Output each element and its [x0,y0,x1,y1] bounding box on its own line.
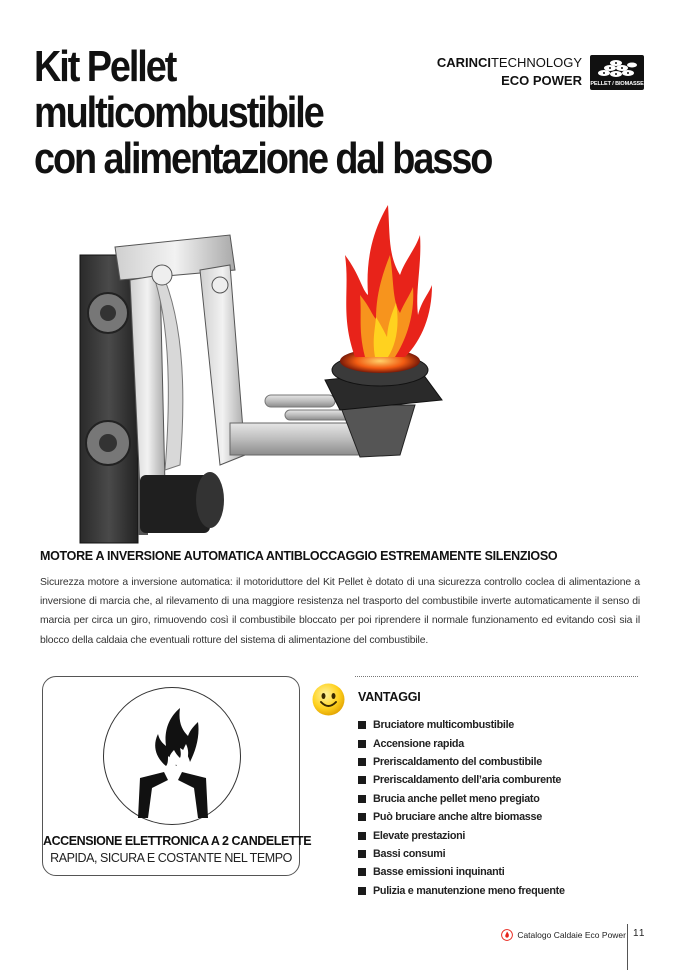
carinci-flame-logo-icon [501,929,513,941]
footer-catalog [501,929,626,941]
feature-title: ACCENSIONE ELETTRONICA A 2 CANDELETTE [43,834,312,848]
list-item-label: Bruciatore multicombustibile [373,719,514,732]
description-paragraph: Sicurezza motore a inversione automatica: il motoriduttore del Kit Pellet è dotato di una sicurezza controllo coclea di alimentazione a inversione di marcia che, al rilevamento di una maggiore resistenza nel trasporto del combustibile inverte automaticamente il senso di marcia per circa un giro, rimuovendo così il combustibile bloccato per poi riprendere il normale funzionamento ed evitando così sia il blocco della caldaia che eventuali rotture del sistema di alimentazione del combustibile. [40,577,640,646]
pellet-badge-logo [590,55,644,90]
page-number: 11 [633,928,646,939]
footer-catalog-label: Catalogo Caldaie Eco Power [517,930,626,940]
brand-carinci: CARINCI [436,55,491,70]
smiley-icon [312,683,345,716]
list-item-label: Brucia anche pellet meno pregiato [373,792,540,805]
flame-graphic [345,205,432,357]
bullet-square-icon [358,740,366,748]
title-line-3: con alimentazione dal basso [34,134,492,183]
bullet-square-icon [358,795,366,803]
list-item [358,845,565,863]
list-item-label: Preriscaldamento dell’aria comburente [373,774,562,787]
brand-block [437,55,582,90]
page-title [34,42,492,183]
bullet-square-icon [358,887,366,895]
title-line-1: Kit Pellet [34,42,176,91]
list-item-label: Bassi consumi [373,847,446,860]
list-item [358,753,565,771]
list-item [358,808,565,826]
list-item [358,734,565,752]
list-item-label: Preriscaldamento del combustibile [373,755,542,768]
vantaggi-list [358,716,565,900]
bullet-square-icon [358,721,366,729]
bullet-square-icon [358,813,366,821]
list-item-label: Basse emissioni inquinanti [373,866,505,879]
pellet-kit-illustration [70,195,450,545]
feature-subtitle: RAPIDA, SICURA E COSTANTE NEL TEMPO [50,851,292,865]
bullet-square-icon [358,776,366,784]
bullet-square-icon [358,868,366,876]
twin-glow-plug-flame-icon [104,688,242,826]
page-separator [627,924,628,970]
pellet-pile-icon [590,55,644,81]
list-item [358,790,565,808]
vantaggi-title: VANTAGGI [358,690,421,704]
list-item [358,771,565,789]
brand-eco-power: ECO POWER [501,73,582,88]
title-line-2: multicombustibile [34,88,323,137]
bullet-square-icon [358,850,366,858]
list-item [358,826,565,844]
brand-technology [437,55,582,70]
list-item [358,863,565,881]
bullet-square-icon [358,832,366,840]
list-item-label: Accensione rapida [373,737,464,750]
section-heading: MOTORE A INVERSIONE AUTOMATICA ANTIBLOCCAGGIO ESTREMAMENTE SILENZIOSO [40,549,558,563]
badge-caption: PELLET / BIOMASSE [590,81,644,87]
list-item-label: Pulizia e manutenzione meno frequente [373,884,565,897]
list-item [358,882,565,900]
ignition-circle [103,687,241,825]
divider [355,676,638,677]
list-item-label: Può bruciare anche altre biomasse [373,811,542,824]
ignition-feature-box [42,676,312,876]
bullet-square-icon [358,758,366,766]
list-item [358,716,565,734]
list-item-label: Elevate prestazioni [373,829,466,842]
brand-tech: TECHNOLOGY [490,55,582,70]
